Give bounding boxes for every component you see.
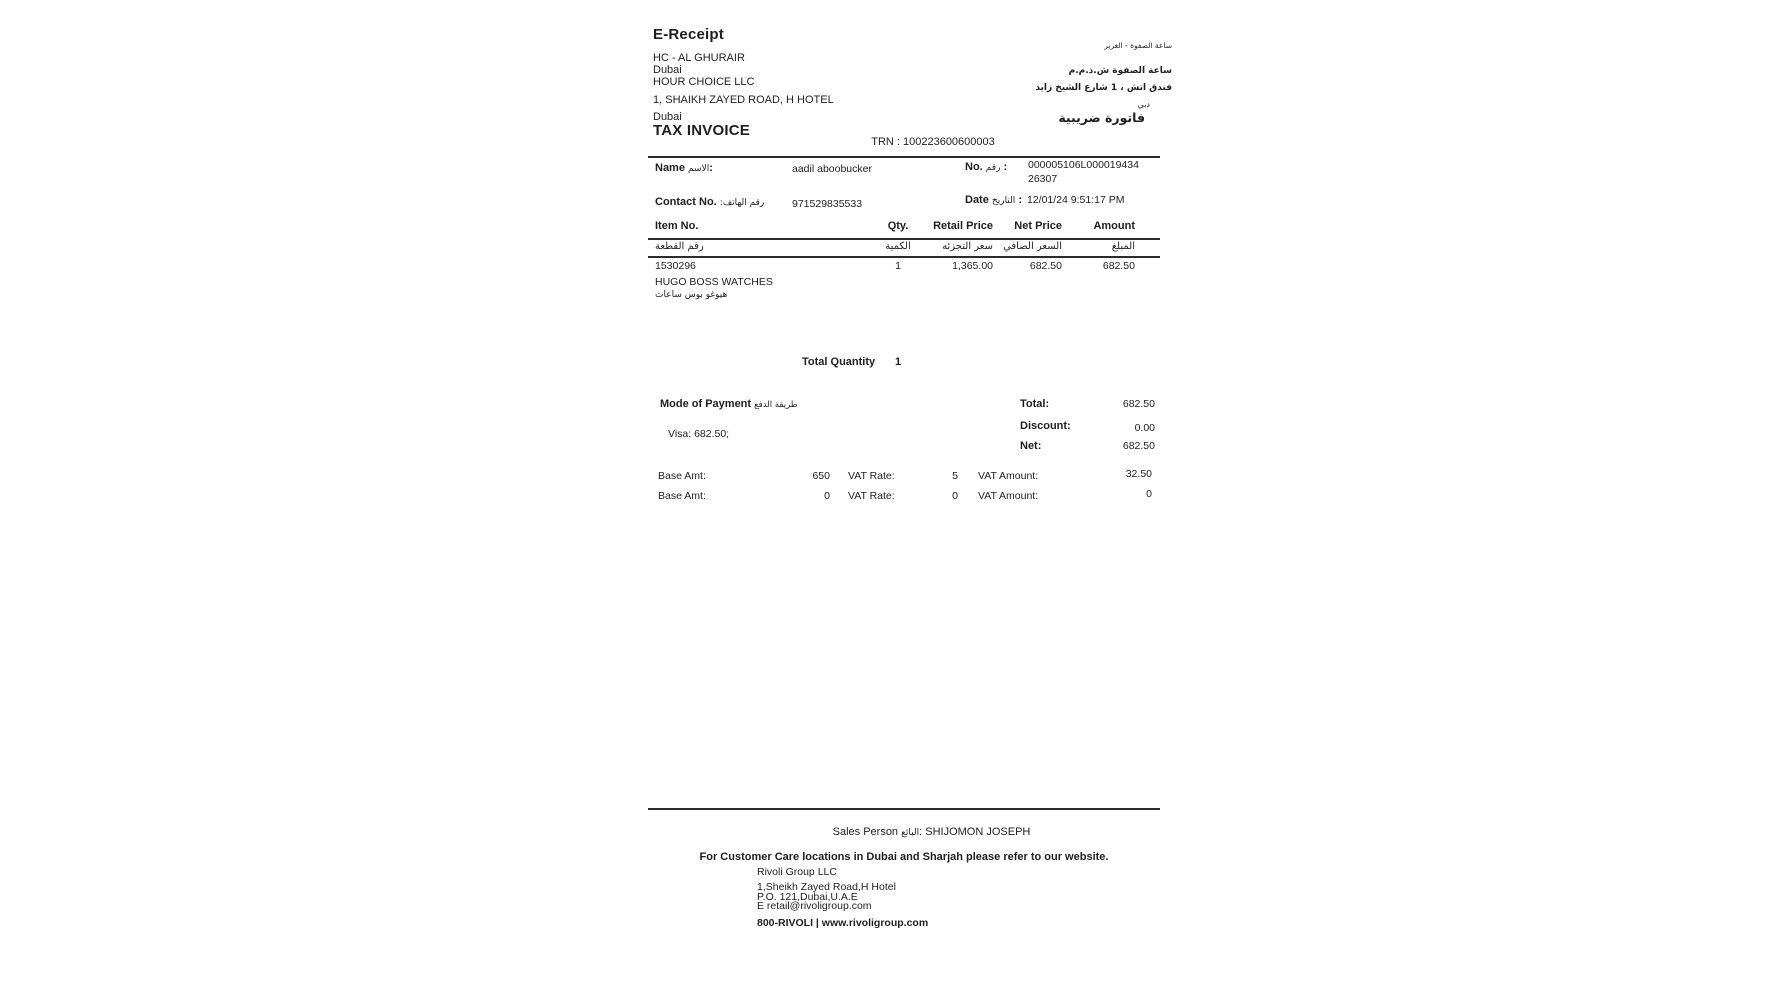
discount-label: Discount: bbox=[1020, 420, 1071, 432]
contact-value: 971529835533 bbox=[792, 198, 863, 210]
discount-value: 0.00 bbox=[1134, 422, 1155, 434]
header-qty-arabic: الكمية bbox=[885, 241, 911, 252]
store-branch: HC - AL GHURAIR bbox=[653, 52, 745, 64]
base-amt-label: Base Amt: bbox=[658, 490, 706, 502]
sales-person-value: SHIJOMON JOSEPH bbox=[925, 826, 1031, 838]
date-label: Date التاريخ : bbox=[965, 194, 1023, 206]
vat-amount-label: VAT Amount: bbox=[978, 470, 1039, 482]
date-label-arabic: التاريخ bbox=[991, 196, 1016, 206]
tax-invoice-title-arabic: فاتورة ضريبية bbox=[1058, 110, 1145, 125]
table-row bbox=[648, 260, 1160, 273]
item-description-arabic: هيوغو بوس ساعات bbox=[655, 290, 728, 300]
vat-amount-label: VAT Amount: bbox=[978, 490, 1039, 502]
vat-rate-value: 5 bbox=[952, 470, 958, 482]
payment-detail: Visa: 682.50; bbox=[668, 428, 730, 440]
store-city: Dubai bbox=[653, 111, 682, 123]
base-amt-value: 0 bbox=[824, 490, 830, 502]
total-value: 682.50 bbox=[1122, 398, 1155, 410]
header-net-price-arabic: السعر الصافي bbox=[1003, 241, 1062, 252]
mode-of-payment-label: Mode of Payment طريقة الدفع bbox=[660, 398, 798, 410]
store-branch-arabic: ساعة الصفوة - الغرير bbox=[1104, 41, 1172, 50]
base-amt-label: Base Amt: bbox=[658, 470, 706, 482]
receipt-document bbox=[648, 0, 1172, 1000]
header-amount: Amount bbox=[1093, 220, 1135, 232]
footer-company: Rivoli Group LLC bbox=[757, 866, 837, 878]
no-label: No. رقم : bbox=[965, 161, 1008, 173]
total-label: Total: bbox=[1020, 398, 1050, 410]
footer-phone-web: 800-RIVOLI | www.rivoligroup.com bbox=[757, 917, 929, 929]
total-quantity-label: Total Quantity bbox=[802, 356, 876, 368]
total-quantity-value: 1 bbox=[895, 356, 902, 368]
item-net-price: 682.50 bbox=[1029, 260, 1062, 272]
footer-address2: P.O. 121,Dubai,U.A.E bbox=[757, 891, 858, 903]
no-value: 000005106L000019434 26307 bbox=[1028, 159, 1139, 185]
vat-rate-label: VAT Rate: bbox=[848, 490, 895, 502]
header-item-no-arabic: رقم القطعة bbox=[655, 241, 704, 252]
item-qty: 1 bbox=[895, 260, 901, 272]
header-amount-arabic: المبلغ bbox=[1111, 241, 1135, 252]
table-header-row-arabic bbox=[648, 241, 1160, 252]
header-qty: Qty. bbox=[887, 220, 909, 232]
item-description: HUGO BOSS WATCHES bbox=[655, 276, 773, 288]
store-city-arabic: دبي bbox=[1137, 100, 1150, 109]
contact-label: Contact No. رقم الهاتف: bbox=[655, 196, 765, 208]
item-amount: 682.50 bbox=[1102, 260, 1135, 272]
contact-label-arabic: رقم الهاتف: bbox=[719, 198, 765, 208]
table-header-row bbox=[648, 220, 1160, 233]
table-divider-bottom bbox=[648, 256, 1160, 258]
store-address: 1, SHAIKH ZAYED ROAD, H HOTEL bbox=[653, 94, 834, 106]
header-item-no: Item No. bbox=[655, 220, 699, 232]
store-branch-city: Dubai bbox=[653, 64, 682, 76]
footer-divider bbox=[648, 808, 1160, 810]
vat-amount-value: 0 bbox=[1146, 488, 1152, 500]
net-label: Net: bbox=[1020, 440, 1042, 452]
vat-rate-label: VAT Rate: bbox=[848, 470, 895, 482]
e-receipt-title: E-Receipt bbox=[653, 26, 724, 43]
name-value: aadil aboobucker bbox=[792, 163, 872, 175]
mode-of-payment-label-arabic: طريقة الدفع bbox=[754, 400, 798, 410]
store-company-arabic: ساعة الصفوة ش.ذ.م.م bbox=[1068, 66, 1172, 76]
header-net-price: Net Price bbox=[1014, 220, 1062, 232]
store-address-arabic: فندق اتش ، 1 شارع الشيخ زايد bbox=[1035, 83, 1172, 93]
name-label-arabic: الاسم bbox=[688, 164, 710, 174]
item-retail-price: 1,365.00 bbox=[952, 260, 993, 272]
header-retail-price: Retail Price bbox=[933, 220, 993, 232]
base-amt-value: 650 bbox=[812, 470, 830, 482]
net-value: 682.50 bbox=[1122, 440, 1155, 452]
header-retail-price-arabic: سعر التجزئه bbox=[942, 241, 993, 252]
table-divider-top bbox=[648, 238, 1160, 240]
date-value: 12/01/24 9:51:17 PM bbox=[1027, 194, 1125, 206]
trn-number: TRN : 100223600600003 bbox=[871, 136, 995, 148]
vat-rate-value: 0 bbox=[952, 490, 958, 502]
tax-invoice-title: TAX INVOICE bbox=[653, 122, 750, 139]
item-number: 1530296 bbox=[655, 260, 696, 272]
store-company: HOUR CHOICE LLC bbox=[653, 76, 755, 88]
name-label: Name الاسم: bbox=[655, 162, 713, 174]
customer-care-note: For Customer Care locations in Dubai and Sharjah please refer to our website. bbox=[699, 851, 1109, 863]
vat-amount-value: 32.50 bbox=[1125, 468, 1152, 480]
footer-email: E retail@rivoligroup.com bbox=[757, 900, 872, 912]
sales-person-label-arabic: البائع bbox=[901, 828, 920, 838]
sales-person-line: Sales Person البائع: SHIJOMON JOSEPH bbox=[832, 826, 1031, 838]
footer-address1: 1,Sheikh Zayed Road,H Hotel bbox=[757, 881, 896, 893]
no-label-arabic: رقم bbox=[985, 163, 1001, 173]
